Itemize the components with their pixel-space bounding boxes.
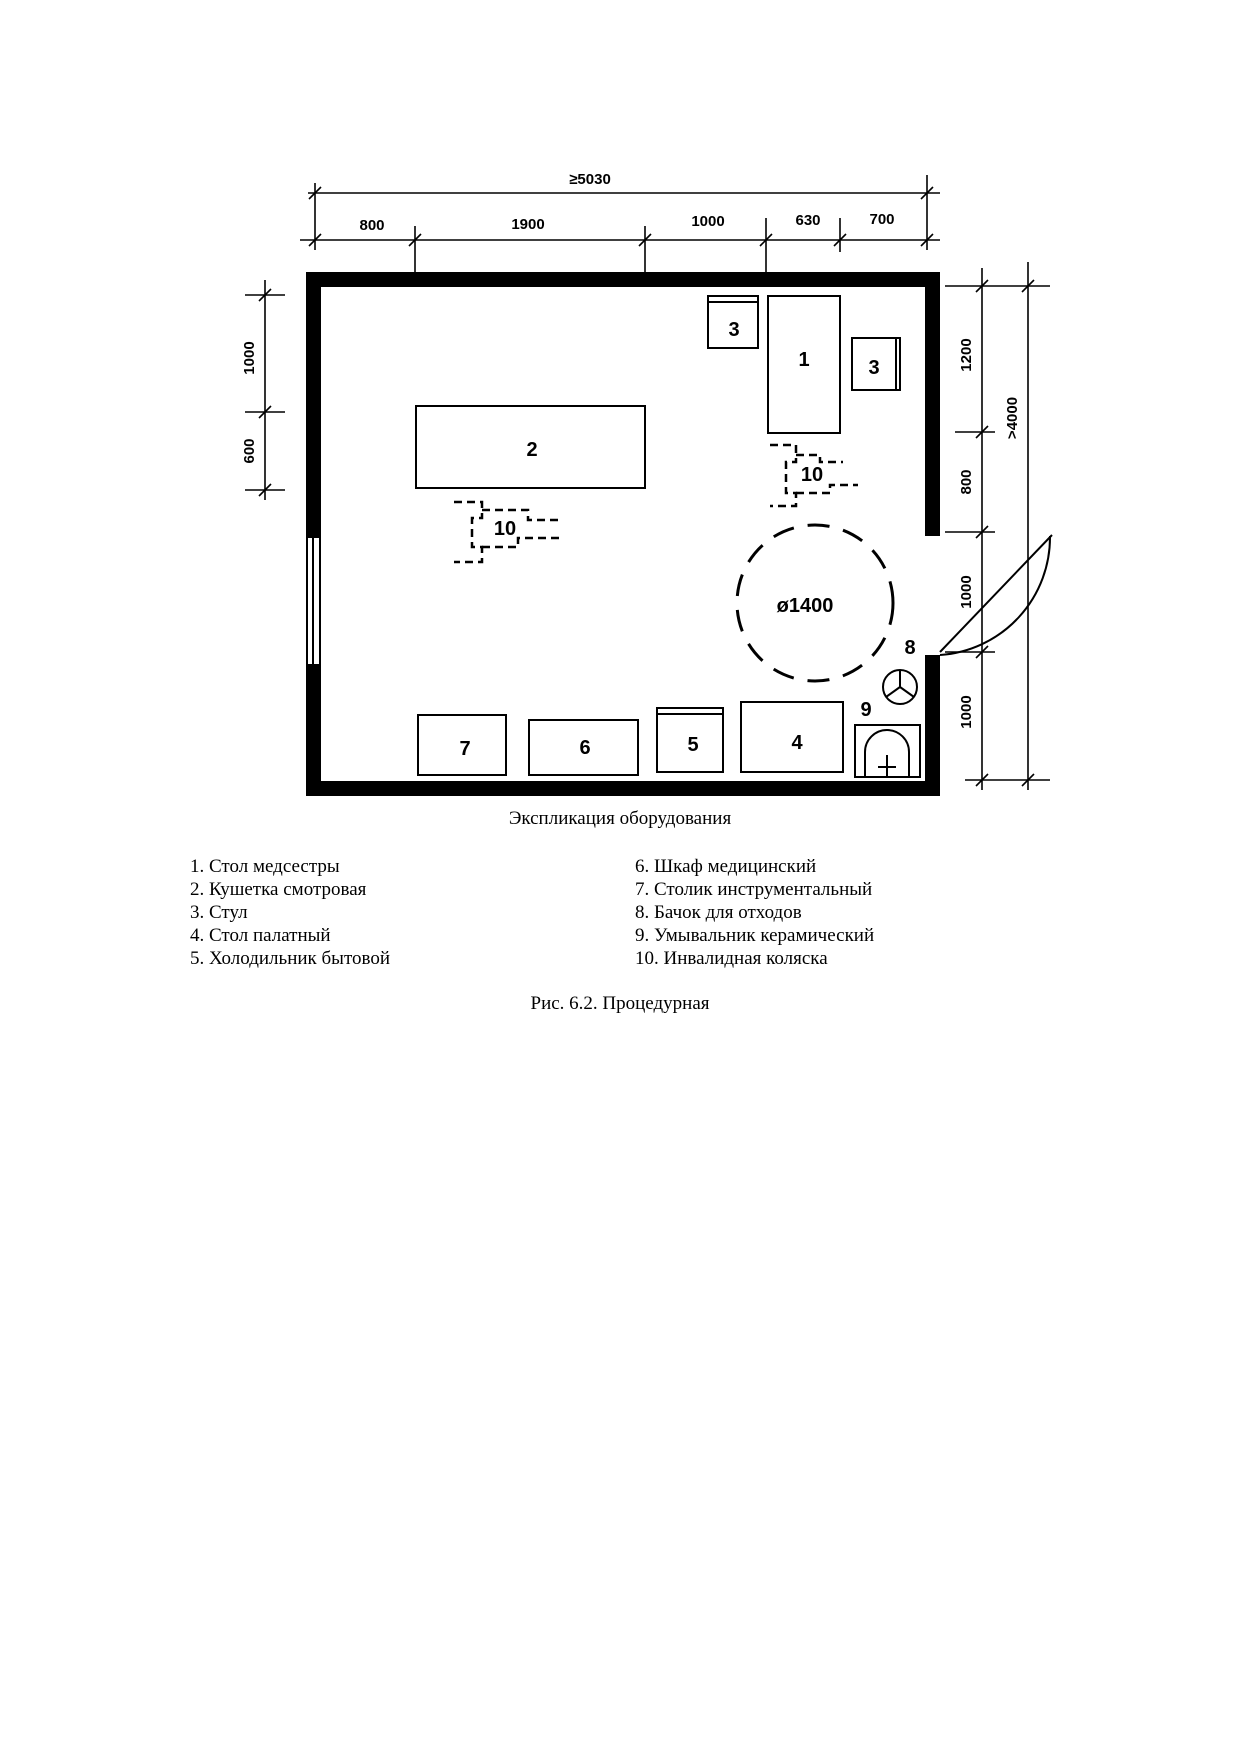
label-chair-a: 3 xyxy=(728,319,740,341)
dim-top-4: 630 xyxy=(795,212,821,229)
label-couch: 2 xyxy=(526,439,538,461)
legend-item: 2. Кушетка смотровая xyxy=(190,879,367,900)
label-sink: 9 xyxy=(860,699,872,721)
label-refrigerator: 5 xyxy=(687,734,699,756)
label-wheelchair-b: 10 xyxy=(493,518,517,540)
label-nurse-desk: 1 xyxy=(798,349,810,371)
floor-plan xyxy=(0,0,1240,800)
label-waste-bin: 8 xyxy=(904,637,916,659)
label-cabinet: 6 xyxy=(579,737,591,759)
legend-item: 9. Умывальник керамический xyxy=(635,925,875,946)
label-wheelchair-a: 10 xyxy=(800,464,824,486)
dim-right-total: >4000 xyxy=(1004,396,1021,440)
label-instrument-table: 7 xyxy=(459,738,471,760)
legend-right-column xyxy=(635,855,874,970)
wall-top xyxy=(306,272,940,287)
dim-left-2: 600 xyxy=(241,438,258,464)
legend-item: 3. Стул xyxy=(190,902,248,923)
dim-right-2: 800 xyxy=(958,469,975,495)
dim-right-4: 1000 xyxy=(958,695,975,729)
wall-right-lower xyxy=(925,655,940,796)
legend-item: 1. Стол медсестры xyxy=(190,856,340,877)
dim-total-width: ≥5030 xyxy=(569,171,611,188)
legend-item: 4. Стол палатный xyxy=(190,925,331,946)
door xyxy=(940,535,1052,655)
top-dimensions xyxy=(300,175,940,276)
wall-right-upper xyxy=(925,272,940,536)
label-ward-table: 4 xyxy=(791,732,803,754)
window xyxy=(307,538,320,664)
label-turning-circle: ø1400 xyxy=(776,595,834,617)
figure-caption: Рис. 6.2. Процедурная xyxy=(530,993,710,1014)
legend-item: 7. Столик инструментальный xyxy=(635,879,873,900)
legend-title: Экспликация оборудования xyxy=(508,808,732,829)
dim-right-1: 1200 xyxy=(958,338,975,372)
wall-left-upper xyxy=(306,272,321,538)
wall-left-lower xyxy=(306,664,321,796)
dim-top-1: 800 xyxy=(359,217,385,234)
legend-item: 8. Бачок для отходов xyxy=(635,902,802,923)
dim-left-1: 1000 xyxy=(241,341,258,375)
dim-right-3: 1000 xyxy=(958,575,975,609)
dim-top-2: 1900 xyxy=(511,216,545,233)
legend-item: 10. Инвалидная коляска xyxy=(635,948,828,969)
label-chair-b: 3 xyxy=(868,357,880,379)
wall-bottom xyxy=(306,781,940,796)
walls xyxy=(306,272,940,796)
dim-top-3: 1000 xyxy=(691,213,725,230)
left-dimensions xyxy=(245,280,285,500)
legend-item: 5. Холодильник бытовой xyxy=(190,948,391,969)
legend-left-column xyxy=(190,855,390,970)
legend-item: 6. Шкаф медицинский xyxy=(635,856,817,877)
dim-top-5: 700 xyxy=(869,211,895,228)
